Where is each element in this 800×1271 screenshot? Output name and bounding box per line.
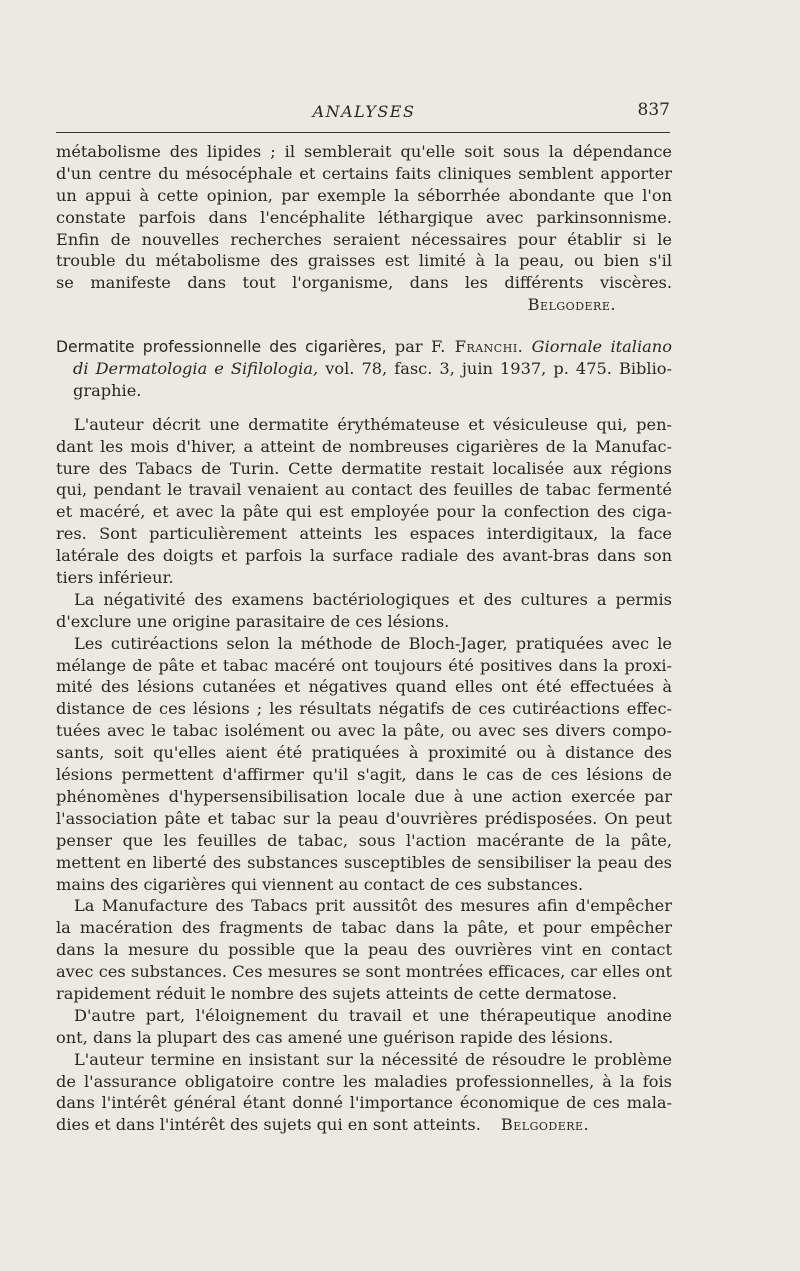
text-line: sants, soit qu'elles aient été pratiquées à proximité ou à distance des	[56, 743, 672, 763]
text-line: latérale des doigts et parfois la surface radiale des avant-bras dans son	[56, 546, 672, 566]
journal-name-part-1: Giornale italiano	[531, 337, 672, 357]
citation-by: par	[394, 337, 423, 357]
citation-details: vol. 78, fasc. 3, juin 1937, p. 475. Biblio-	[325, 359, 672, 379]
article-2-title: Dermatite professionnelle des cigarières,	[56, 338, 387, 357]
article-2-citation	[56, 336, 672, 402]
text-line	[56, 1114, 672, 1136]
text-line: se manifeste dans tout l'organisme, dans les différents viscères.	[56, 273, 672, 293]
text-line: un appui à cette opinion, par exemple la séborrhée abondante que l'on	[56, 185, 672, 205]
text-line: penser que les feuilles de tabac, sous l'action macérante de la pâte,	[56, 830, 672, 850]
citation-line-1	[56, 336, 672, 358]
article-2-author: F. Franchi.	[431, 337, 524, 357]
text-line: la macération des fragments de tabac dans la pâte, et pour empêcher	[56, 918, 672, 938]
text-line: distance de ces lésions ; les résultats négatifs de ces cutiréactions effec-	[56, 699, 672, 719]
section-gap	[56, 402, 672, 414]
article-1-signature: Belgodere.	[527, 295, 616, 315]
text-line: mains des cigarières qui viennent au contact de ces substances.	[56, 874, 584, 894]
header-rule	[56, 132, 670, 133]
article-1-text	[56, 141, 672, 316]
text-line: trouble du métabolisme des graisses est limité à la peau, ou bien s'il	[56, 251, 672, 271]
journal-name-part-2: di Dermatologia e Sifilologia,	[73, 359, 319, 379]
text-line: ture des Tabacs de Turin. Cette dermatite restait localisée aux régions	[56, 458, 672, 478]
text-line: mité des lésions cutanées et négatives quand elles ont été effectuées à	[56, 677, 672, 697]
text-line: Enfin de nouvelles recherches seraient nécessaires pour établir si le	[56, 229, 672, 249]
paragraph	[56, 1005, 672, 1049]
text-line: dans l'intérêt général étant donné l'importance économique de ces mala-	[56, 1093, 672, 1113]
text-line: d'un centre du mésocéphale et certains faits cliniques semblent apporter	[56, 163, 672, 183]
text-line: tiers inférieur.	[56, 568, 174, 588]
text-line: d'exclure une origine parasitaire de ces lésions.	[56, 611, 450, 631]
paragraph	[56, 414, 672, 589]
text-line: D'autre part, l'éloignement du travail et une thérapeutique anodine	[74, 1005, 672, 1025]
text-line: ont, dans la plupart des cas amené une guérison rapide des lésions.	[56, 1027, 614, 1047]
text-line: rapidement réduit le nombre des sujets atteints de cette dermatose.	[56, 983, 617, 1003]
page-number: 837	[637, 100, 670, 120]
paragraph	[56, 633, 672, 896]
text-line: Les cutiréactions selon la méthode de Bloch-Jager, pratiquées avec le	[74, 633, 672, 653]
text-line: L'auteur décrit une dermatite érythémateuse et vésiculeuse qui, pen-	[74, 414, 672, 434]
text-line: métabolisme des lipides ; il semblerait qu'elle soit sous la dépendance	[56, 142, 672, 161]
citation-line-2	[56, 358, 672, 380]
paragraph	[56, 589, 672, 633]
text-line: La Manufacture des Tabacs prit aussitôt des mesures afin d'empêcher	[74, 896, 672, 916]
paragraph	[56, 1049, 672, 1137]
text-line: avec ces substances. Ces mesures se sont montrées efficaces, car elles ont	[56, 962, 672, 982]
page-body	[56, 141, 672, 1136]
text-line: La négativité des examens bactériologiques et des cultures a permis	[74, 589, 672, 609]
article-2-signature: Belgodere.	[500, 1115, 590, 1135]
text-line: phénomènes d'hypersensibilisation locale due à une action exercée par	[56, 786, 672, 806]
section-gap	[56, 316, 672, 336]
text-line: et macéré, et avec la pâte qui est employée pour la confection des ciga-	[56, 502, 672, 522]
citation-line-3: graphie.	[73, 380, 142, 400]
text-line: L'auteur termine en insistant sur la nécessité de résoudre le problème	[74, 1049, 672, 1069]
text-line: de l'assurance obligatoire contre les maladies professionnelles, à la fois	[56, 1071, 672, 1091]
paragraph	[56, 895, 672, 1004]
text-line: l'association pâte et tabac sur la peau d'ouvrières prédisposées. On peut	[56, 808, 672, 828]
running-head	[56, 100, 672, 124]
final-line-text: dies et dans l'intérêt des sujets qui en sont atteints.	[56, 1115, 481, 1135]
text-line: mettent en liberté des substances susceptibles de sensibiliser la peau des	[56, 852, 672, 872]
text-line: qui, pendant le travail venaient au contact des feuilles de tabac fermenté	[56, 480, 672, 500]
text-line: constate parfois dans l'encéphalite léthargique avec parkinsonnisme.	[56, 207, 672, 227]
text-line: tuées avec le tabac isolément ou avec la pâte, ou avec ses divers compo-	[56, 721, 672, 741]
text-line: res. Sont particulièrement atteints les espaces interdigitaux, la face	[56, 524, 672, 544]
text-line: mélange de pâte et tabac macéré ont toujours été positives dans la proxi-	[56, 655, 672, 675]
running-title: ANALYSES	[312, 102, 416, 121]
text-line: dant les mois d'hiver, a atteint de nombreuses cigarières de la Manufac-	[56, 436, 672, 456]
text-line: dans la mesure du possible que la peau des ouvrières vint en contact	[56, 940, 672, 960]
text-line: lésions permettent d'affirmer qu'il s'agit, dans le cas de ces lésions de	[56, 765, 672, 785]
